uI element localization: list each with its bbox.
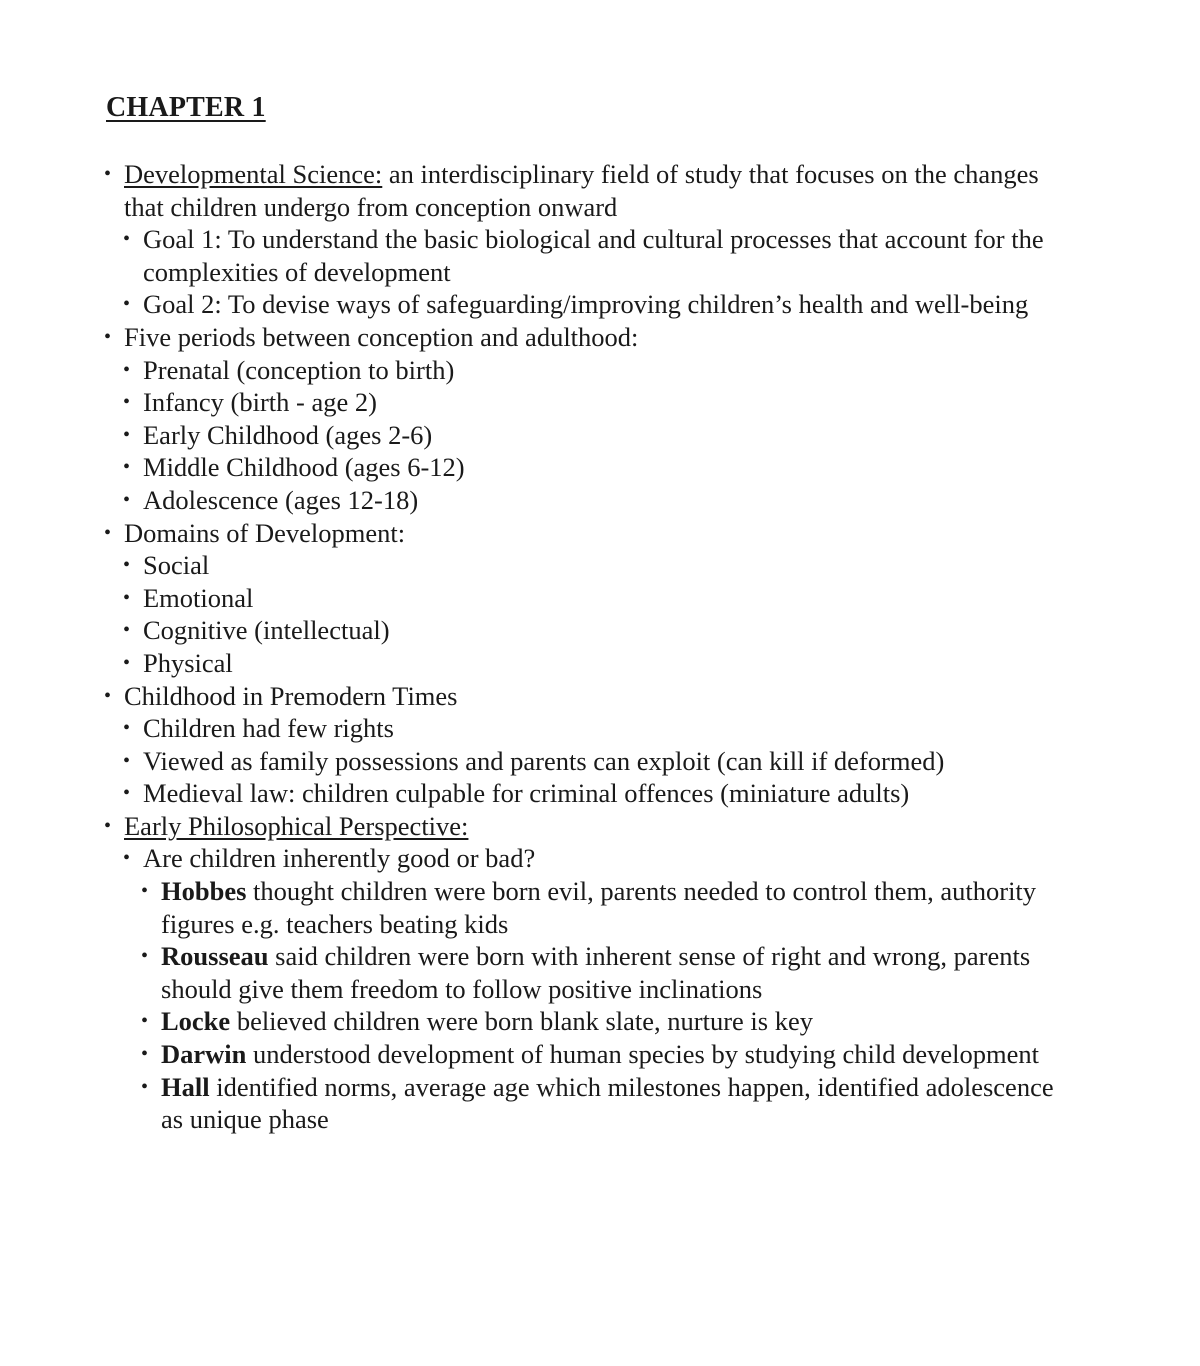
- list-item: • Social: [123, 549, 1064, 582]
- term-label: Developmental Science:: [124, 159, 383, 189]
- list-item: • Goal 1: To understand the basic biological and cultural processes that account for the complexities of development: [123, 223, 1064, 288]
- notes-list: [104, 158, 1064, 1136]
- section-heading-label: Early Philosophical Perspective:: [124, 810, 469, 841]
- section-heading: • Domains of Development:: [104, 517, 1064, 550]
- chapter-title: CHAPTER 1: [106, 92, 266, 123]
- person-description: thought children were born evil, parents needed to control them, authority figures e.g. teachers beating kids: [161, 876, 1037, 939]
- term-definition: an interdisciplinary field of study that focuses on the changes that children undergo from conception onward: [124, 159, 1039, 222]
- person-name: Hall: [161, 1071, 210, 1102]
- list-item: • Early Childhood (ages 2-6): [123, 419, 1064, 452]
- list-item: [141, 940, 1064, 1005]
- person-name: Locke: [161, 1006, 231, 1037]
- section-heading: • Childhood in Premodern Times: [104, 680, 1064, 713]
- person-name: Rousseau: [161, 941, 269, 972]
- list-item: • Adolescence (ages 12-18): [123, 484, 1064, 517]
- person-name: Hobbes: [161, 876, 247, 907]
- list-item: [141, 1038, 1064, 1071]
- list-item: • Goal 2: To devise ways of safeguarding/improving children’s health and well-being: [123, 288, 1064, 321]
- list-item: • Middle Childhood (ages 6-12): [123, 451, 1064, 484]
- person-description: said children were born with inherent sense of right and wrong, parents should give them freedom to follow positive inclinations: [161, 941, 1031, 1004]
- person-description: understood development of human species by studying child development: [246, 1039, 1040, 1070]
- list-item: [104, 158, 1064, 223]
- list-item: • Emotional: [123, 582, 1064, 615]
- list-item: • Infancy (birth - age 2): [123, 386, 1064, 419]
- list-item: • Physical: [123, 647, 1064, 680]
- section-heading: [104, 810, 1064, 843]
- list-item: [141, 875, 1064, 940]
- person-description: identified norms, average age which milestones happen, identified adolescence as unique phase: [161, 1071, 1054, 1135]
- person-description: believed children were born blank slate, nurture is key: [230, 1006, 813, 1037]
- person-name: Darwin: [161, 1039, 247, 1070]
- list-item: • Cognitive (intellectual): [123, 614, 1064, 647]
- list-item: • Children had few rights: [123, 712, 1064, 745]
- section-heading: • Five periods between conception and adulthood:: [104, 321, 1064, 354]
- list-item: • Viewed as family possessions and parents can exploit (can kill if deformed): [123, 745, 1064, 778]
- list-item: • Medieval law: children culpable for criminal offences (miniature adults): [123, 777, 1064, 810]
- list-item: [141, 1071, 1064, 1136]
- list-item: • Prenatal (conception to birth): [123, 354, 1064, 387]
- list-item: [141, 1005, 1064, 1038]
- list-item: • Are children inherently good or bad?: [123, 842, 1064, 875]
